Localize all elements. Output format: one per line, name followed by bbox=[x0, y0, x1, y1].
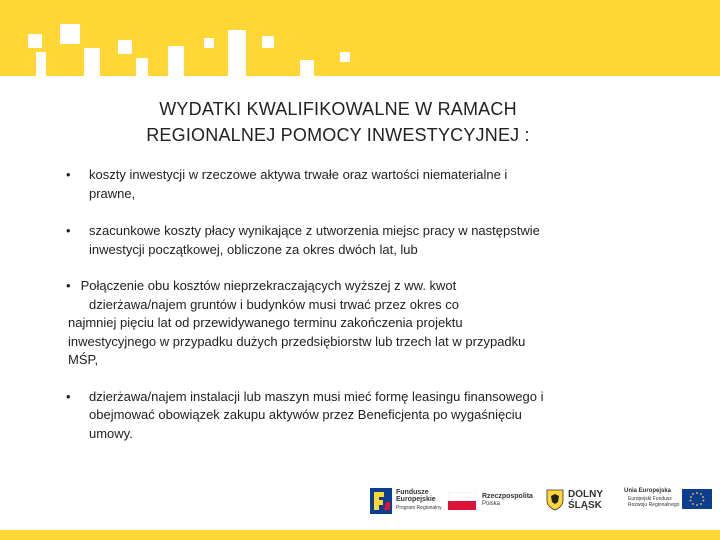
unia-europejska-logo bbox=[624, 484, 714, 518]
slide-title-line-2: REGIONALNEJ POMOCY INWESTYCYJNEJ : bbox=[146, 125, 530, 145]
fe-label-2: Europejskie bbox=[396, 496, 436, 503]
bullet-3-line-4: inwestycyjnego w przypadku dużych przedsiębiorstw lub trzech lat w przypadku bbox=[68, 333, 526, 349]
bullet-3-line-3: najmniej pięciu lat od przewidywanego terminu zakończenia projektu bbox=[68, 315, 463, 330]
ue-label-3: Rozwoju Regionalnego bbox=[628, 502, 680, 508]
fe-label-3: Program Regionalny bbox=[396, 505, 442, 511]
bullet-list bbox=[66, 166, 626, 443]
ue-label-1: Unia Europejska bbox=[624, 488, 672, 494]
bullet-item-2 bbox=[66, 222, 626, 259]
bullet-1-line-2: prawne, bbox=[89, 185, 136, 201]
slide-title-line-1: WYDATKI KWALIFIKOWALNE W RAMACH bbox=[159, 99, 517, 119]
bullet-3-line-1: Połączenie obu kosztów nieprzekraczających wyższej z ww. kwot bbox=[80, 278, 457, 293]
bullet-icon: • bbox=[66, 278, 71, 293]
rzeczpospolita-polska-logo bbox=[448, 484, 533, 518]
eagle-crest-icon bbox=[546, 489, 564, 511]
bullet-icon: • bbox=[66, 167, 71, 182]
bullet-3-line-2: dzierżawa/najem gruntów i budynków musi trwać przez okres co bbox=[89, 296, 459, 312]
polish-flag-icon bbox=[448, 492, 476, 510]
bullet-1-line-1: koszty inwestycji w rzeczowe aktywa trwałe oraz wartości niematerialne i bbox=[89, 167, 508, 182]
bullet-4-line-3: umowy. bbox=[89, 425, 133, 441]
bullet-2-line-2: inwestycji początkowej, obliczone za okres dwóch lat, lub bbox=[89, 241, 418, 257]
bullet-icon: • bbox=[66, 388, 71, 404]
bullet-4-line-1: dzierżawa/najem instalacji lub maszyn musi mieć formę leasingu finansowego i bbox=[89, 388, 544, 404]
bullet-item-4 bbox=[66, 388, 626, 444]
bullet-4-line-2: obejmować obowiązek zakupu aktywów przez Beneficjenta po wygaśnięciu bbox=[89, 407, 522, 422]
fe-label-1: Fundusze bbox=[396, 489, 429, 496]
bottom-decorative-band bbox=[0, 530, 720, 540]
ds-label-2: ŚLĄSK bbox=[568, 500, 602, 511]
ue-label-2: Europejski Fundusz bbox=[628, 496, 672, 502]
bullet-2-line-1: szacunkowe koszty płacy wynikające z utworzenia miejsc pracy w następstwie bbox=[89, 223, 540, 238]
bullet-3-line-5: MŚP, bbox=[68, 352, 99, 367]
slide-title bbox=[0, 96, 676, 148]
top-decorative-band bbox=[0, 0, 720, 76]
ds-label-1: DOLNY bbox=[568, 489, 603, 500]
bullet-icon: • bbox=[66, 223, 71, 238]
fundusze-europejskie-logo bbox=[370, 484, 440, 518]
rp-label-2: Polska bbox=[482, 501, 501, 507]
rp-label-1: Rzeczpospolita bbox=[482, 493, 533, 500]
dolny-slask-logo bbox=[546, 484, 610, 518]
fundusze-europejskie-icon bbox=[370, 488, 392, 514]
bullet-item-3 bbox=[0, 277, 626, 370]
bullet-item-1 bbox=[66, 166, 626, 203]
eu-flag-icon bbox=[682, 489, 712, 509]
